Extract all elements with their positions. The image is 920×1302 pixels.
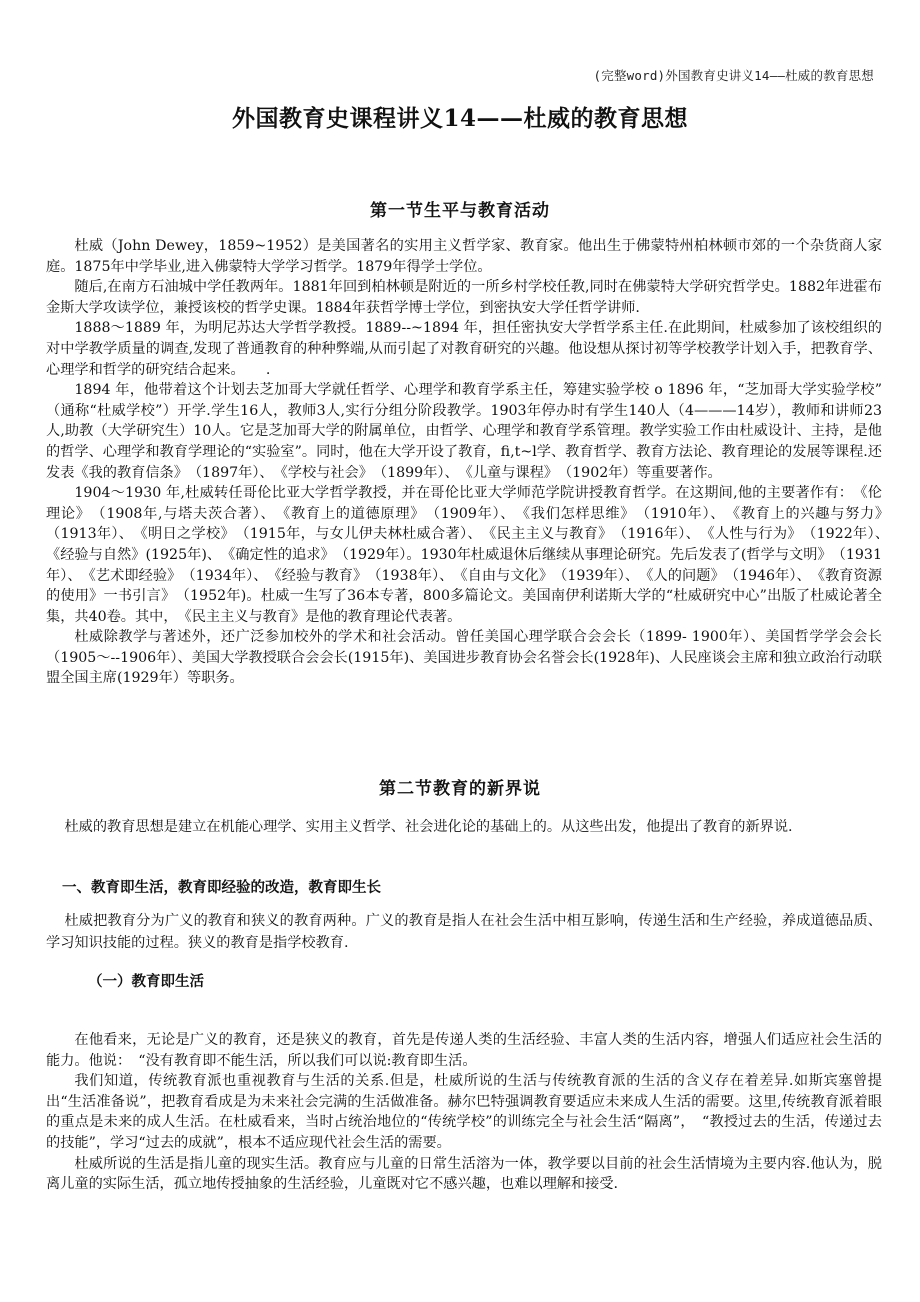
paragraph: 1904～1930 年,杜威转任哥伦比亚大学哲学教授，并在哥伦比亚大学师范学院讲授教育哲学。在这期间,他的主要著作有： 《伦理论》 （1908年,与塔夫茨合著）、 《教育上的道德原理》 （1909年）、 《我们怎样思维》 （1910年）、 《教育上的兴趣与努力》 （1913年）、 《明日之学校》 （1915年，与女儿伊夫林杜威合著）、 《民主主义与教育》 （1916年）、 《人性与行为》 （1922年）、 《经验与自然》(1925年)、 《确定性的追求》 （1929年）。1930年杜威退休后继续从事理论研究。先后发表了(哲学与文明》 （1931年）、 《艺术即经验》 （1934年）、 《经验与教育》 （1938年）、 《自由与文化》 （1939年）、 《人的问题》 （1946年）、 《教育资源的使用》一书引言》 （1952年)。杜威一生写了36本专著，800多篇论文。美国南伊利诺斯大学的“杜威研究中心”出版了杜威论著全集，共40卷。其中， 《民主主义与教育》是他的教育理论代表著。 [46,485,897,625]
section-2-body [46,1030,882,1195]
paragraph: 杜威（John Dewey，1859~1952）是美国著名的实用主义哲学家、教育家。他出生于佛蒙特州柏林顿市郊的一个杂货商人家庭。1875年中学毕业,进入佛蒙特大学学习哲学。1879年得学士学位。 [46,238,882,275]
heading-education-is-life: 一、教育即生活，教育即经验的改造，教育即生长 [62,879,381,896]
section-2-intro [46,816,882,838]
paragraph: 杜威把教育分为广义的教育和狭义的教育两种。广义的教育是指人在社会生活中相互影响，传递生活和生产经验，养成道德品质、学习知识技能的过程。狭义的教育是指学校教育. [46,913,882,951]
section-1-title: 第一节生平与教育活动 [370,201,550,221]
document-title: 外国教育史课程讲义14——杜威的教育思想 [231,105,688,132]
section-2-title: 第二节教育的新界说 [379,779,541,799]
broad-narrow-education [46,910,882,954]
subheading-education-is-life: （一）教育即生活 [88,973,204,990]
paragraph: 1894 年，他带着这个计划去芝加哥大学就任哲学、心理学和教育学系主任，筹建实验学校 o 1896 年，“芝加哥大学实验学校” （通称“杜威学校”）开学.学生16人，教师3人,实行分组分阶段教学。1903年停办时有学生140人（4———14岁），教师和讲师23人,助教（大学研究生）10人。它是芝加哥大学的附属单位，由哲学、心理学和教育学系管理。教学实验工作由杜威设计、主持，是他的哲学、心理学和教育学理论的“实验室”。同时，他在大学开设了教育，fi,t~l学、教育哲学、教育方法论、教育理论的发展等课程.还发表《我的教育信条》 （1897年）、 《学校与社会》 （1899年）、 《儿童与课程》 （1902年）等重要著作。 [46,382,897,481]
section-1-body [46,236,897,689]
paragraph: 随后,在南方石油城中学任教两年。1881年回到柏林顿是附近的一所乡村学校任教,同时在佛蒙特大学研究哲学史。1882年进霍布金斯大学攻读学位，兼授该校的哲学史课。1884年获哲学博士学位，到密执安大学任哲学讲师. [46,279,882,316]
running-header: (完整word)外国教育史讲义14——杜威的教育思想 [593,68,874,83]
paragraph: 我们知道，传统教育派也重视教育与生活的关系.但是，杜威所说的生活与传统教育派的生活的含义存在着差异.如斯宾塞曾提出“生活准备说”，把教育看成是为未来社会完满的生活做准备。赫尔巴特强调教育要适应未来成人生活的需要。这里,传统教育派着眼的重点是未来的成人生活。在杜威看来，当时占统治地位的“传统学校”的训练完全与社会生活“隔离”， “教授过去的生活，传递过去的技能”，学习“过去的成就”，根本不适应现代社会生活的需要。 [46,1073,882,1151]
paragraph: 在他看来，无论是广义的教育，还是狭义的教育，首先是传递人类的生活经验、丰富人类的生活内容，增强人们适应社会生活的能力。他说： “没有教育即不能生活，所以我们可以说:教育即生活。 [46,1032,882,1069]
paragraph: 杜威所说的生活是指儿童的现实生活。教育应与儿童的日常生活溶为一体，教学要以目前的社会生活情境为主要内容.他认为，脱离儿童的实际生活，孤立地传授抽象的生活经验，儿童既对它不感兴趣，也难以理解和接受. [46,1155,882,1193]
paragraph: 1888～1889 年，为明尼苏达大学哲学教授。1889--~1894 年，担任密执安大学哲学系主任.在此期间，杜威参加了该校组织的对中学教学质量的调查,发现了普通教育的种种弊端,从而引起了对教育研究的兴趣。他设想从探讨初等学校教学计划入手，把教育学、心理学和哲学的研究结合起来。 . [46,320,882,378]
paragraph: 杜威除教学与著述外，还广泛参加校外的学术和社会活动。曾任美国心理学联合会会长（1899- 1900年）、美国哲学学会会长（1905～--1906年）、美国大学教授联合会会长(1915年)、美国进步教育协会名誉会长(1928年)、人民座谈会主席和独立政治行动联盟全国主席(1929年）等职务。 [46,629,882,687]
paragraph: 杜威的教育思想是建立在机能心理学、实用主义哲学、社会进化论的基础上的。从这些出发，他提出了教育的新界说. [64,819,793,835]
